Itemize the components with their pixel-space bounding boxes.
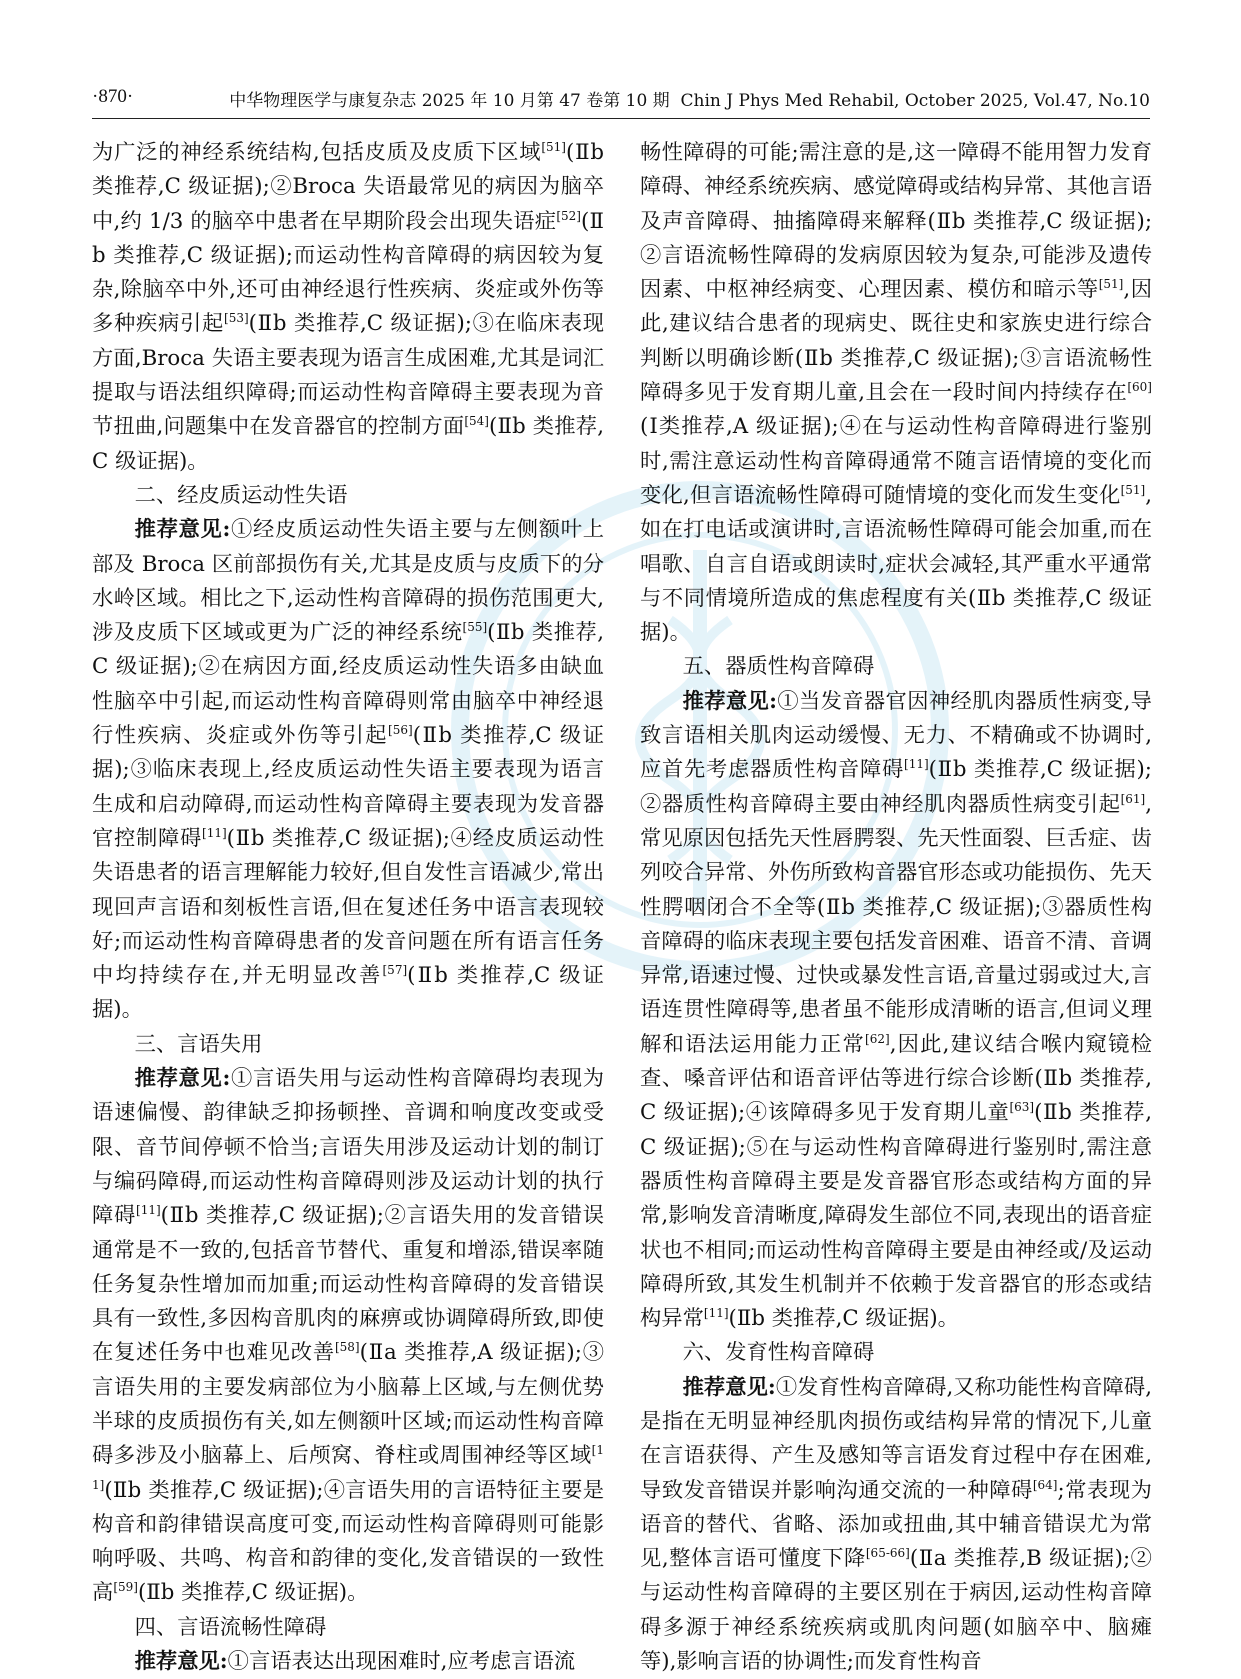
- section-heading-5: 五、器质性构音障碍: [682, 654, 875, 680]
- page-number: ·870·: [92, 86, 134, 107]
- section-heading-4: 四、言语流畅性障碍: [134, 1614, 327, 1640]
- paragraph: 推荐意见:①发育性构音障碍,又称功能性构音障碍,是指在无明显神经肌肉损伤或结构异常的情况下,儿童在言语获得、产生及感知等言语发育过程中存在困难,导致发音错误并影响沟通交流的一种障碍[64];常表现为语音的替代、省略、添加或扭曲,其中辅音错误尤为常见,整体言语可懂度下降[65-66](Ⅱa 类推荐,B 级证据);②与运动性构音障碍的主要区别在于病因,运动性构音障碍多源于神经系统疾病或肌肉问题(如脑卒中、脑瘫等),影响言语的协调性;而发育性构音: [640, 1374, 1152, 1675]
- journal-cn: 中华物理医学与康复杂志 2025 年 10 月第 47 卷第 10 期: [229, 91, 670, 111]
- header-rule: [92, 118, 1150, 119]
- paragraph: 为广泛的神经系统结构,包括皮质及皮质下区域[51](Ⅱb 类推荐,C 级证据);②Broca 失语最常见的病因为脑卒中,约 1/3 的脑卒中患者在早期阶段会出现失语症[52](Ⅱb 类推荐,C 级证据);而运动性构音障碍的病因较为复杂,除脑卒中外,还可由神经退行性疾病、炎症或外伤等多种疾病引起[53](Ⅱb 类推荐,C 级证据);③在临床表现方面,Broca 失语主要表现为语言生成困难,尤其是词汇提取与语法组织障碍;而运动性构音障碍主要表现为音节扭曲,问题集中在发音器官的控制方面[54](Ⅱb 类推荐,C 级证据)。: [92, 139, 604, 474]
- right-column: [640, 136, 1152, 1679]
- paragraph: 推荐意见:①言语失用与运动性构音障碍均表现为语速偏慢、韵律缺乏抑扬顿挫、音调和响度改变或受限、音节间停顿不恰当;言语失用涉及运动计划的制订与编码障碍,而运动性构音障碍则涉及运动计划的执行障碍[11](Ⅱb 类推荐,C 级证据);②言语失用的发音错误通常是不一致的,包括音节替代、重复和增添,错误率随任务复杂性增加而加重;而运动性构音障碍的发音错误具有一致性,多因构音肌肉的麻痹或协调障碍所致,即使在复述任务中也难见改善[58](Ⅱa 类推荐,A 级证据);③言语失用的主要发病部位为小脑幕上区域,与左侧优势半球的皮质损伤有关,如左侧额叶区域;而运动性构音障碍多涉及小脑幕上、后颅窝、脊柱或周围神经等区域[11](Ⅱb 类推荐,C 级证据);④言语失用的言语特征主要是构音和韵律错误高度可变,而运动性构音障碍则可能影响呼吸、共鸣、构音和韵律的变化,发音错误的一致性高[59](Ⅱb 类推荐,C 级证据)。: [92, 1066, 604, 1606]
- section-heading-3: 三、言语失用: [134, 1031, 263, 1057]
- running-header: [92, 86, 1150, 116]
- left-column: [92, 136, 604, 1679]
- section-heading-2: 二、经皮质运动性失语: [134, 482, 348, 508]
- journal-en: Chin J Phys Med Rehabil, October 2025, Vol.47, No.10: [680, 91, 1150, 111]
- section-heading-6: 六、发育性构音障碍: [682, 1340, 875, 1366]
- paragraph: 推荐意见:①言语表达出现困难时,应考虑言语流: [134, 1649, 576, 1675]
- paragraph: 推荐意见:①当发音器官因神经肌肉器质性病变,导致言语相关肌肉运动缓慢、无力、不精确或不协调时,应首先考虑器质性构音障碍[11](Ⅱb 类推荐,C 级证据);②器质性构音障碍主要由神经肌肉器质性病变引起[61],常见原因包括先天性唇腭裂、先天性面裂、巨舌症、齿列咬合异常、外伤所致构音器官形态或功能损伤、先天性腭咽闭合不全等(Ⅱb 类推荐,C 级证据);③器质性构音障碍的临床表现主要包括发音困难、语音不清、音调异常,语速过慢、过快或暴发性言语,音量过弱或过大,言语连贯性障碍等,患者虽不能形成清晰的语言,但词义理解和语法运用能力正常[62],因此,建议结合喉内窥镜检查、嗓音评估和语音评估等进行综合诊断(Ⅱb 类推荐,C 级证据);④该障碍多见于发育期儿童[63](Ⅱb 类推荐,C 级证据);⑤在与运动性构音障碍进行鉴别时,需注意器质性构音障碍主要是发音器官形态或结构方面的异常,影响发音清晰度,障碍发生部位不同,表现出的语音症状也不相同;而运动性构音障碍主要是由神经或/及运动障碍所致,其发生机制并不依赖于发音器官的形态或结构异常[11](Ⅱb 类推荐,C 级证据)。: [640, 688, 1152, 1332]
- paragraph: 推荐意见:①经皮质运动性失语主要与左侧额叶上部及 Broca 区前部损伤有关,尤其是皮质与皮质下的分水岭区域。相比之下,运动性构音障碍的损伤范围更大,涉及皮质下区域或更为广泛的神经系统[55](Ⅱb 类推荐,C 级证据);②在病因方面,经皮质运动性失语多由缺血性脑卒中引起,而运动性构音障碍则常由脑卒中神经退行性疾病、炎症或外伤等引起[56](Ⅱb 类推荐,C 级证据);③临床表现上,经皮质运动性失语主要表现为语言生成和启动障碍,而运动性构音障碍主要表现为发音器官控制障碍[11](Ⅱb 类推荐,C 级证据);④经皮质运动性失语患者的语言理解能力较好,但自发性言语减少,常出现回声言语和刻板性言语,但在复述任务中语言表现较好;而运动性构音障碍患者的发音问题在所有语言任务中均持续存在,并无明显改善[57](Ⅱb 类推荐,C 级证据)。: [92, 517, 604, 1023]
- paragraph: 畅性障碍的可能;需注意的是,这一障碍不能用智力发育障碍、神经系统疾病、感觉障碍或结构异常、其他言语及声音障碍、抽搐障碍来解释(Ⅱb 类推荐,C 级证据);②言语流畅性障碍的发病原因较为复杂,可能涉及遗传因素、中枢神经病变、心理因素、模仿和暗示等[51],因此,建议结合患者的现病史、既往史和家族史进行综合判断以明确诊断(Ⅱb 类推荐,C 级证据);③言语流畅性障碍多见于发育期儿童,且会在一段时间内持续存在[60](Ⅰ类推荐,A 级证据);④在与运动性构音障碍进行鉴别时,需注意运动性构音障碍通常不随言语情境的变化而变化,但言语流畅性障碍可随情境的变化而发生变化[51],如在打电话或演讲时,言语流畅性障碍可能会加重,而在唱歌、自言自语或朗读时,症状会减轻,其严重水平通常与不同情境所造成的焦虑程度有关(Ⅱb 类推荐,C 级证据)。: [640, 140, 1152, 646]
- journal-citation: [229, 86, 1150, 111]
